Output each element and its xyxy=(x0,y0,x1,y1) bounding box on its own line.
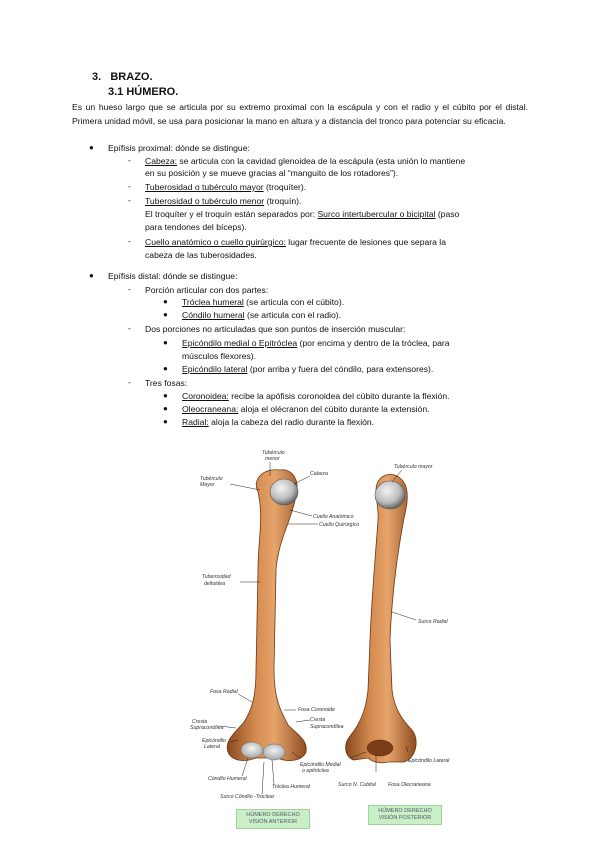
dash: - xyxy=(128,377,131,387)
cabeza-text: se articula con la cavidad glenoidea de la escápula (esta unión lo mantiene xyxy=(177,156,466,166)
bullet-dot: ● xyxy=(163,404,168,413)
tmayor-text: (troquíter). xyxy=(263,182,307,192)
tmenor-text: (troquín). xyxy=(264,196,302,206)
cabeza-term: Cabeza: xyxy=(145,156,178,166)
separacion-line xyxy=(145,208,459,221)
subsection-heading: 3.1 HÚMERO. xyxy=(108,86,179,98)
cuello-term: Cuello anatómico o cuello quirúrgico: xyxy=(145,237,286,247)
bullet-dot: ● xyxy=(89,271,94,280)
label-tuberculo-mayor-2: Mayor xyxy=(200,482,215,488)
bullet-dot: ● xyxy=(163,364,168,373)
dash: - xyxy=(128,236,131,246)
humerus-illustration xyxy=(180,440,480,835)
label-surco-n-cubital: Surco N. Cubital xyxy=(338,782,376,788)
section-heading xyxy=(92,71,153,83)
epicondilo-lateral-term: Epicóndilo lateral xyxy=(182,364,248,374)
radial-term: Radial: xyxy=(182,417,209,427)
label-cuello-anatomico: Cuello Anatómico xyxy=(313,514,354,520)
caption-posterior xyxy=(368,805,442,825)
label-surco-radial: Surco Radial xyxy=(418,619,448,625)
label-cresta-2: Supracondílea xyxy=(310,724,344,730)
surco-term: Surco intertubercular o bicipital xyxy=(317,209,436,219)
distal-title: Epífisis distal: dónde se distingue: xyxy=(108,271,238,281)
label-cuello-quirurgico: Cuello Quirúrgico xyxy=(319,522,360,528)
condilo-term: Cóndilo humeral xyxy=(182,310,245,320)
label-epicondilo-lateral: Epicóndilo xyxy=(202,738,226,744)
label-fosa-radial: Fosa Radial xyxy=(210,689,238,695)
label-surco-condilo-troclear: Surco Cóndilo -Troclear xyxy=(220,794,275,800)
label-tuberculo-menor-2: menor xyxy=(265,456,280,462)
oleocraneana-text: aloja el olécranon del cúbito durante la extensión. xyxy=(238,404,430,414)
epicondilo-lateral-line xyxy=(182,363,433,376)
cuello-line xyxy=(145,236,446,249)
caption-anterior xyxy=(236,809,310,829)
cuello-text: lugar frecuente de lesiones que separa la xyxy=(285,237,446,247)
label-epicondilo-lateral-2: Lateral xyxy=(204,744,220,750)
label-epicondilo-medial: Epicóndilo Medial xyxy=(300,762,341,768)
epicondilo-medial-term: Epicóndilo medial o Epitróclea xyxy=(182,338,298,348)
condilo-line xyxy=(182,309,341,322)
dash: - xyxy=(128,323,131,333)
label-tuberculo-mayor-post: Tubérculo mayor xyxy=(394,464,433,470)
bullet-dot: ● xyxy=(163,338,168,347)
troclea-term: Tróclea humeral xyxy=(182,297,244,307)
radial-text: aloja la cabeza del radio durante la flexión. xyxy=(208,417,375,427)
tmayor-line xyxy=(145,181,306,194)
label-cabeza: Cabeza xyxy=(310,471,328,477)
epicondilo-medial-line-2: músculos flexores). xyxy=(182,351,257,361)
humerus-posterior xyxy=(346,474,417,762)
label-troclea-humeral: Tróclea Humeral xyxy=(272,784,310,790)
oleocraneana-line xyxy=(182,403,430,416)
label-tuberosidad-deltoidea-2: deltoidea xyxy=(204,581,226,587)
label-fosa-coronoide: Fosa Coronoide xyxy=(298,707,335,713)
epicondilo-medial-line xyxy=(182,337,450,350)
surco-text: (paso xyxy=(435,209,460,219)
label-cresta-1: Cresta xyxy=(310,717,326,723)
proximal-title: Epífisis proximal: dónde se distingue: xyxy=(108,143,250,153)
troclea-line xyxy=(182,296,344,309)
humerus-anterior xyxy=(227,470,306,761)
label-fosa-olecraneana: Fosa Olecraneana xyxy=(388,782,431,788)
dash: - xyxy=(128,284,131,294)
label-epicondilo-medial-2: o epitróclea xyxy=(302,768,329,774)
cabeza-line xyxy=(145,155,465,168)
coronoidea-line xyxy=(182,390,450,403)
tmayor-term: Tuberosidad o tubérculo mayor xyxy=(145,182,264,192)
label-tuberculo-menor: Tubérculo xyxy=(262,450,285,456)
radial-line xyxy=(182,416,374,429)
label-epicondilo-lateral-post: Epicóndilo Lateral xyxy=(408,758,450,764)
dos-porciones-line: Dos porciones no articuladas que son puntos de inserción muscular: xyxy=(145,324,406,334)
bullet-dot: ● xyxy=(163,391,168,400)
epicondilo-medial-text: (por encima y dentro de la tróclea, para xyxy=(297,338,450,348)
dash: - xyxy=(128,181,131,191)
caption-anterior-line-2: VISIÓN ANTERIOR xyxy=(248,819,298,825)
coronoidea-text: recibe la apófisis coronoidea del cúbito durante la flexión. xyxy=(228,391,450,401)
porcion-line: Porción articular con dos partes: xyxy=(145,285,269,295)
tres-fosas-line: Tres fosas: xyxy=(145,378,188,388)
coronoidea-term: Coronoidea: xyxy=(182,391,229,401)
dash: - xyxy=(128,195,131,205)
label-tuberosidad-deltoidea: Tuberosidad xyxy=(202,574,231,580)
tmenor-line xyxy=(145,195,301,208)
caption-posterior-line-2: VISIÓN POSTERIOR xyxy=(378,815,432,821)
intro-paragraph: Es un hueso largo que se articula por su extremo proximal con la escápula y con el radio y el cúbito por el distal. Primera unidad móvil, se usa para posicionar la mano en altura y a distancia del tronco para potenciar su eficacia. xyxy=(72,102,528,126)
separacion-text: El troquíter y el troquín están separados por: xyxy=(145,209,318,219)
bullet-dot: ● xyxy=(163,310,168,319)
label-cresta-left-2: Supracondílea xyxy=(190,725,224,731)
caption-anterior-line-1: HÚMERO DERECHO xyxy=(246,812,300,818)
tmenor-term: Tuberosidad o tubérculo menor xyxy=(145,196,265,206)
label-condilo-humeral: Cóndilo Humeral xyxy=(208,776,247,782)
bullet-dot: ● xyxy=(163,417,168,426)
bullet-dot: ● xyxy=(163,297,168,306)
oleocraneana-term: Oleocraneana: xyxy=(182,404,239,414)
section-title: BRAZO. xyxy=(110,71,153,83)
surco-line-2: para tendones del bíceps). xyxy=(145,222,247,232)
cuello-line-2: cabeza de las tuberosidades. xyxy=(145,250,257,260)
section-number: 3. xyxy=(92,71,102,83)
label-cresta-left-1: Cresta xyxy=(192,719,208,725)
condilo-text: (se articula con el radio). xyxy=(244,310,342,320)
epicondilo-lateral-text: (por arriba y fuera del cóndilo, para extensores). xyxy=(247,364,434,374)
label-tuberculo-mayor: Tubérculo xyxy=(200,476,223,482)
dash: - xyxy=(128,155,131,165)
bullet-dot: ● xyxy=(89,143,94,152)
cabeza-line-2: en su posición y se mueve gracias al “manguito de los rotadores”). xyxy=(145,168,399,178)
caption-posterior-line-1: HÚMERO DERECHO xyxy=(378,808,432,814)
troclea-text: (se articula con el cúbito). xyxy=(243,297,345,307)
